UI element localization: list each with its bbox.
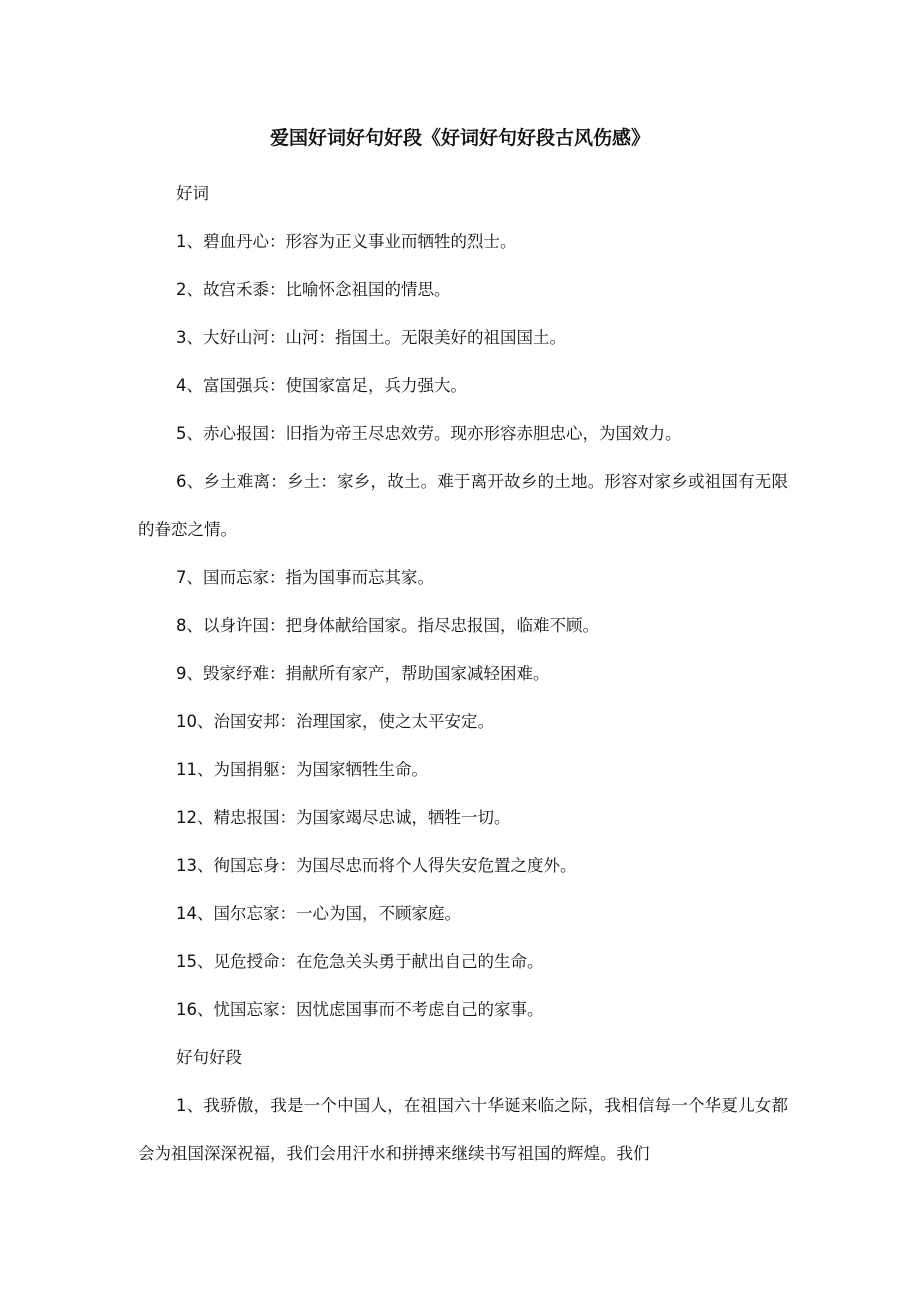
word-entry: 12、精忠报国：为国家竭尽忠诚，牺牲一切。 [176, 808, 511, 827]
section-heading-sentences: 好句好段 [176, 1048, 242, 1067]
word-entry: 2、故宫禾黍：比喻怀念祖国的情思。 [176, 280, 451, 299]
document-body [138, 170, 788, 1178]
word-entry: 13、徇国忘身：为国尽忠而将个人得失安危置之度外。 [176, 856, 577, 875]
word-entry: 16、忧国忘家：因忧虑国事而不考虑自己的家事。 [176, 1000, 544, 1019]
document-title: 爱国好词好句好段《好词好句好段古风伤感》 [269, 127, 650, 149]
word-entry: 10、治国安邦：治理国家，使之太平安定。 [176, 712, 494, 731]
word-entry: 14、国尔忘家：一心为国，不顾家庭。 [176, 904, 461, 923]
sentence-entry: 1、我骄傲，我是一个中国人，在祖国六十华诞来临之际，我相信每一个华夏儿女都会为祖国深深祝福，我们会用汗水和拼搏来继续书写祖国的辉煌。我们 [138, 1096, 788, 1163]
word-entry: 9、毁家纾难：捐献所有家产，帮助国家减轻困难。 [176, 664, 550, 683]
word-entry: 4、富国强兵：使国家富足，兵力强大。 [176, 376, 467, 395]
word-entry: 11、为国捐躯：为国家牺牲生命。 [176, 760, 428, 779]
word-entry: 3、大好山河：山河：指国土。无限美好的祖国国土。 [176, 328, 566, 347]
section-heading-words: 好词 [176, 184, 209, 203]
word-entry: 5、赤心报国：旧指为帝王尽忠效劳。现亦形容赤胆忠心，为国效力。 [176, 424, 682, 443]
word-entry: 6、乡土难离：乡土：家乡，故土。难于离开故乡的土地。形容对家乡或祖国有无限的眷恋之情。 [138, 472, 788, 539]
word-entry: 1、碧血丹心：形容为正义事业而牺牲的烈士。 [176, 232, 517, 251]
word-entry: 7、国而忘家：指为国事而忘其家。 [176, 568, 434, 587]
word-entry: 8、以身许国：把身体献给国家。指尽忠报国，临难不顾。 [176, 616, 599, 635]
word-entry: 15、见危授命：在危急关头勇于献出自己的生命。 [176, 952, 544, 971]
